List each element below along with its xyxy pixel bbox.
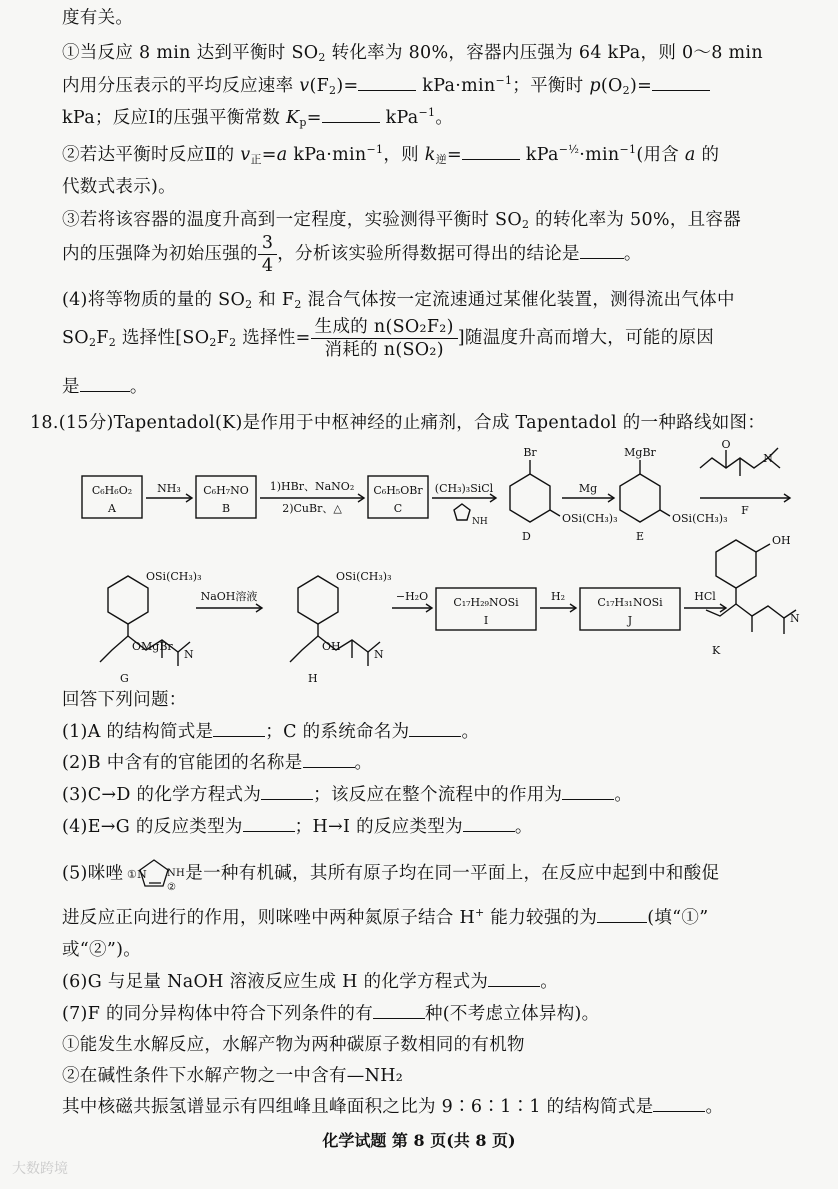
answer-blank[interactable] [409, 735, 461, 737]
svg-text:NaOH溶液: NaOH溶液 [200, 590, 258, 603]
selectivity-fraction: $\frac{\text{生成的 n(SO₂F₂)}}{\text{消耗的 n(SO₂)}}$ [311, 316, 458, 361]
svg-text:(CH₃)₃SiCl: (CH₃)₃SiCl [434, 482, 494, 495]
text-line: 是 。 [62, 377, 148, 397]
svg-text:OH: OH [322, 640, 341, 653]
question-5: (5)咪唑 ①N NH ② 是一种有机碱，其所有原子均在同一平面上，在反应中起到中和酸促 [62, 856, 719, 892]
svg-text:MgBr: MgBr [624, 446, 656, 459]
text-line: ③若将该容器的温度升高到一定程度，实验测得平衡时 $SO_2$ 的转化率为 50%，且容器 [62, 210, 742, 231]
answer-blank[interactable] [261, 798, 313, 800]
answer-blank[interactable] [488, 985, 540, 987]
answer-blank[interactable] [462, 158, 520, 160]
text-line: 其中核磁共振氢谱显示有四组峰且峰面积之比为 9∶6∶1∶1 的结构简式是 。 [62, 1097, 724, 1117]
svg-text:NH: NH [167, 868, 186, 879]
answer-blank[interactable] [562, 798, 614, 800]
svg-text:H₂: H₂ [550, 590, 566, 603]
answer-blank[interactable] [322, 121, 380, 123]
answer-blank[interactable] [80, 390, 130, 392]
svg-text:OH: OH [772, 534, 791, 547]
svg-text:C: C [393, 502, 403, 515]
svg-text:N: N [374, 648, 384, 661]
question-5-cont: 进反应正向进行的作用，则咪唑中两种氮原子结合 H+ 能力较强的为 (填“①” [62, 906, 709, 928]
answer-blank[interactable] [653, 1110, 705, 1112]
compound-j-formula: C₁₇H₃₁NOSi [597, 596, 663, 609]
text-line: 回答下列问题： [62, 690, 187, 710]
question-18-header: 18.(15分)Tapentadol(K)是作用于中枢神经的止痛剂，合成 Tapentadol 的一种路线如图： [30, 413, 766, 433]
svg-text:OSi(CH₃)₃: OSi(CH₃)₃ [672, 512, 728, 525]
page-footer: 化学试题 第 8 页(共 8 页) [322, 1131, 516, 1150]
question-1: (1)A 的结构简式是 ；C 的系统命名为 。 [62, 722, 480, 742]
answer-blank[interactable] [373, 1017, 425, 1019]
compound-b-formula: C₆H₇NO [203, 484, 249, 497]
answer-blank[interactable] [580, 257, 624, 259]
svg-text:F: F [741, 504, 749, 517]
synthesis-scheme [0, 440, 838, 690]
answer-blank[interactable] [463, 830, 515, 832]
question-6: (6)G 与足量 NaOH 溶液反应生成 H 的化学方程式为 。 [62, 972, 559, 992]
svg-text:−H₂O: −H₂O [395, 590, 429, 603]
text-line: $SO_2F_2$ 选择性[$SO_2F_2$ 选择性= $\frac{\text{生成的 n(SO₂F₂)}}{\text{消耗的 n(SO₂)}}$ ]随温度升高而增大，可能的原因 [62, 317, 715, 360]
svg-text:OSi(CH₃)₃: OSi(CH₃)₃ [562, 512, 618, 525]
question-3: (3)C→D 的化学方程式为 ；该反应在整个流程中的作用为 。 [62, 785, 633, 805]
svg-text:H: H [308, 672, 318, 685]
question-4: (4)E→G 的反应类型为 ；H→I 的反应类型为 。 [62, 817, 533, 837]
answer-blank[interactable] [243, 830, 295, 832]
answer-blank[interactable] [358, 89, 416, 91]
text-line: ①当反应 8 min 达到平衡时 $SO_2$ 转化率为 80%，容器内压强为 64 kPa，则 0～8 min [62, 43, 763, 64]
svg-text:I: I [483, 614, 489, 627]
svg-text:OSi(CH₃)₃: OSi(CH₃)₃ [146, 570, 202, 583]
svg-text:J: J [627, 614, 633, 627]
svg-text:OSi(CH₃)₃: OSi(CH₃)₃ [336, 570, 392, 583]
svg-text:N: N [763, 452, 773, 465]
text-line: 度有关。 [62, 8, 134, 28]
imidazole-structure [123, 856, 185, 892]
svg-text:K: K [712, 644, 721, 657]
condition-1: ①能发生水解反应，水解产物为两种碳原子数相同的有机物 [62, 1035, 525, 1055]
svg-text:OMgBr: OMgBr [132, 640, 173, 653]
answer-blank[interactable] [213, 735, 265, 737]
watermark: 大数跨境 [12, 1161, 68, 1177]
svg-text:O: O [721, 440, 731, 451]
benzene-ring-g [108, 576, 148, 624]
svg-text:G: G [120, 672, 129, 685]
compound-c-formula: C₆H₅OBr [373, 484, 423, 497]
text-line: 或“②”)。 [62, 940, 142, 960]
svg-text:NH₃: NH₃ [157, 482, 181, 495]
svg-text:A: A [108, 502, 116, 515]
text-line: kPa；反应Ⅰ的压强平衡常数 $K_p= kPa^{-1}$。 [62, 106, 454, 129]
benzene-ring-d [510, 474, 550, 522]
svg-text:B: B [221, 502, 231, 515]
question-2: (2)B 中含有的官能团的名称是 。 [62, 753, 373, 773]
fraction: $\frac{3}{4}$ [258, 232, 277, 277]
svg-text:HCl: HCl [694, 590, 716, 603]
question-7: (7)F 的同分异构体中符合下列条件的有 种(不考虑立体异构)。 [62, 1004, 600, 1024]
svg-text:②: ② [167, 882, 177, 892]
compound-a-formula: C₆H₆O₂ [91, 484, 133, 497]
answer-blank[interactable] [597, 921, 647, 923]
condition-2: ②在碱性条件下水解产物之一中含有—NH₂ [62, 1066, 404, 1086]
benzene-ring-k [716, 540, 756, 588]
svg-text:①N: ①N [127, 868, 148, 881]
text-line: 内的压强降为初始压强的 $\frac{3}{4}$ ，分析该实验所得数据可得出的结论是 。 [62, 233, 642, 276]
answer-blank[interactable] [652, 89, 710, 91]
answer-blank[interactable] [303, 766, 355, 768]
svg-text:N: N [790, 612, 800, 625]
svg-text:NH: NH [472, 517, 488, 527]
svg-text:Br: Br [523, 446, 537, 459]
svg-text:D: D [522, 530, 531, 543]
text-line: (4)将等物质的量的 $SO_2$ 和 $F_2$ 混合气体按一定流速通过某催化装置，测得流出气体中 [62, 290, 735, 311]
svg-text:E: E [636, 530, 645, 543]
svg-text:2)CuBr、△: 2)CuBr、△ [282, 502, 342, 515]
svg-text:1)HBr、NaNO₂: 1)HBr、NaNO₂ [269, 480, 355, 493]
text-line: 内用分压表示的平均反应速率 $v(F_2)= kPa\cdot\min^{-1}$；平衡时 $p(O_2)=$ [62, 72, 710, 97]
text-line: ②若达平衡时反应Ⅱ的 $v_正=a$ $kPa\cdot\min^{-1}$，则 $k_逆= kPa^{-\frac{1}{2}}\cdot\min^{-1}$(用含 a 的 [62, 143, 720, 166]
compound-i-formula: C₁₇H₂₉NOSi [453, 596, 519, 609]
svg-text:N: N [184, 648, 194, 661]
benzene-ring-e [620, 474, 660, 522]
benzene-ring-h [298, 576, 338, 624]
svg-text:Mg: Mg [578, 482, 598, 495]
text-line: 代数式表示)。 [62, 177, 176, 197]
